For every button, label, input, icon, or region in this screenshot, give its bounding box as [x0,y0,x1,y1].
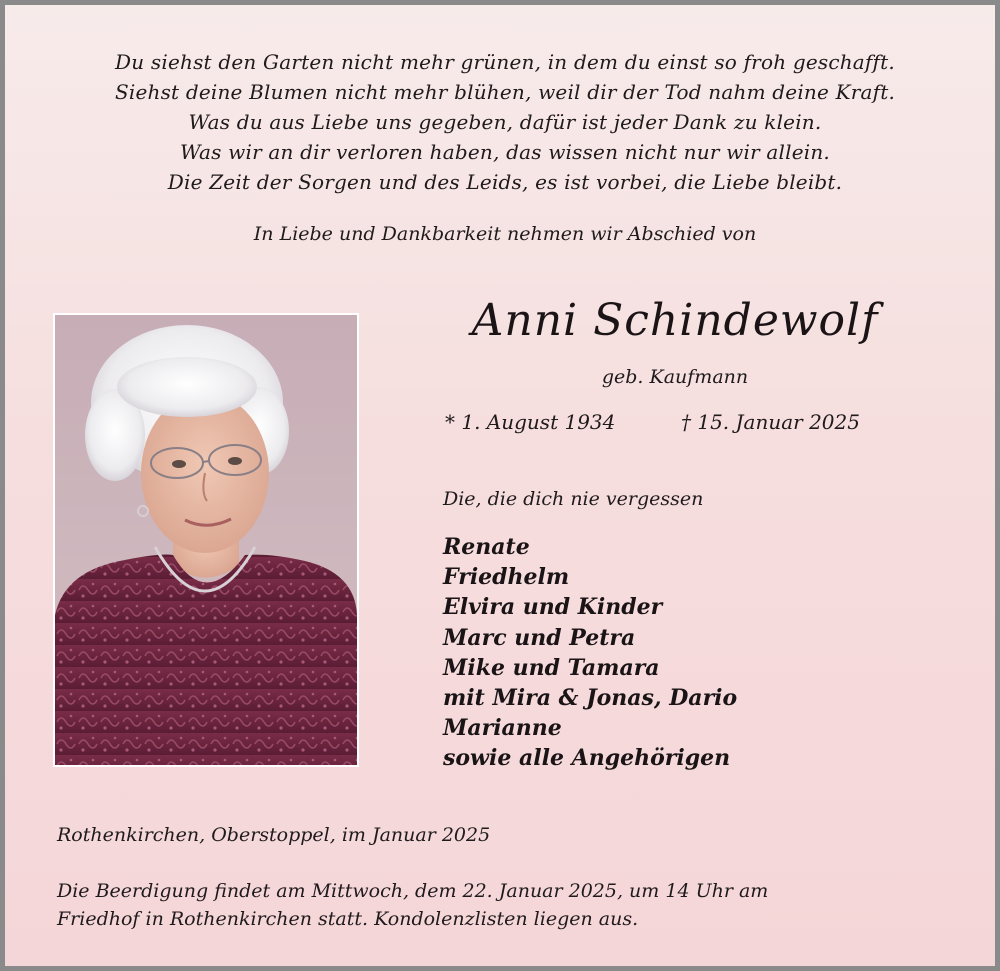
maiden-name: geb. Kaufmann [601,366,749,388]
poem [45,47,965,197]
mourner-name: Marianne [443,715,562,742]
mourner-name: Elvira und Kinder [443,594,663,621]
mourner-name: Renate [443,534,530,560]
poem-line: Was wir an dir verloren haben, das wissen nicht nur wir allein. [179,140,830,164]
poem-line: Was du aus Liebe uns gegeben, dafür ist jeder Dank zu klein. [188,110,822,134]
funeral-line: Friedhof in Rothenkirchen statt. Kondolenzlisten liegen aus. [57,908,639,930]
mourner-name: Marc und Petra [443,624,636,651]
mourner-name: sowie alle Angehörigen [443,745,731,772]
mourners-list [443,532,963,774]
funeral-line: Die Beerdigung findet am Mittwoch, dem 22. Januar 2025, um 14 Uhr am [57,880,769,902]
poem-line: Siehst deine Blumen nicht mehr blühen, weil dir der Tod nahm deine Kraft. [114,80,896,104]
poem-line: Die Zeit der Sorgen und des Leids, es ist vorbei, die Liebe bleibt. [167,170,843,194]
mourner-name: mit Mira & Jonas, Dario [443,685,738,712]
deceased-name: Anni Schindewolf [471,295,879,346]
mourners-intro: Die, die dich nie vergessen [443,488,704,510]
portrait-illustration [55,315,357,765]
poem-line: Du siehst den Garten nicht mehr grünen, in dem du einst so froh geschafft. [115,50,895,74]
place-and-date: Rothenkirchen, Oberstoppel, im Januar 2025 [57,824,491,846]
mourner-name: Mike und Tamara [443,654,660,681]
mourner-name: Friedhelm [443,564,570,591]
funeral-notice [57,877,957,933]
death-date: † 15. Januar 2025 [681,410,860,434]
portrait-photo [53,313,359,767]
birth-date: * 1. August 1934 [445,410,616,434]
farewell-intro: In Liebe und Dankbarkeit nehmen wir Abschied von [253,223,757,245]
